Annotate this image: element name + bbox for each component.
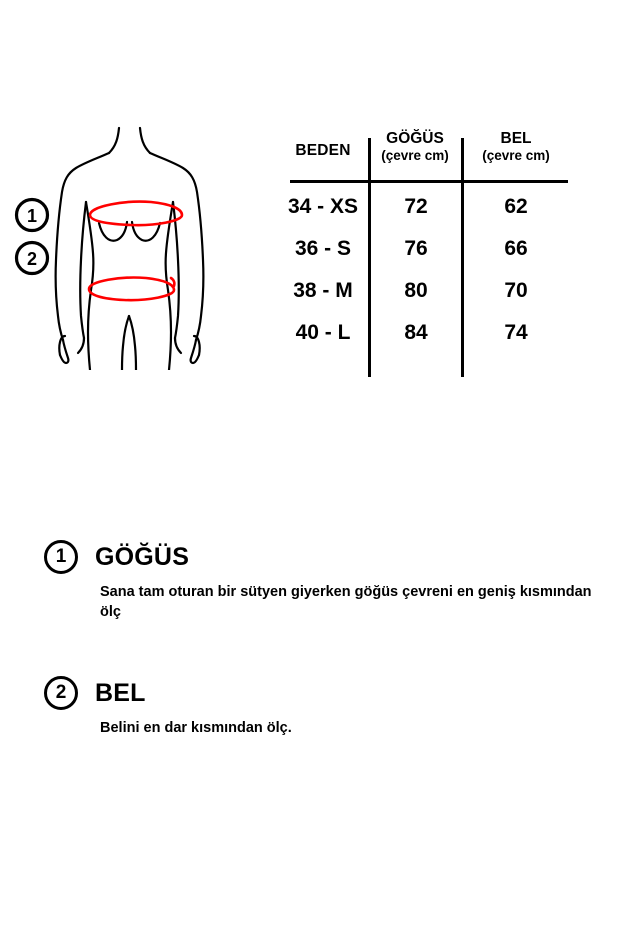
cell-waist: 74	[504, 321, 528, 344]
column-header-chest-label: GÖĞÜS	[386, 130, 444, 147]
column-header-waist-unit: (çevre cm)	[482, 148, 550, 164]
cell-waist: 66	[504, 237, 528, 260]
legend-description-waist: Belini en dar kısmından ölç.	[100, 720, 292, 736]
marker-1-number: 1	[26, 206, 38, 226]
size-table	[280, 128, 580, 344]
table-row	[280, 312, 580, 354]
column-header-waist-label: BEL	[500, 130, 532, 147]
body-outline-paths	[56, 128, 204, 370]
table-body	[280, 186, 580, 354]
cell-waist: 62	[504, 195, 528, 218]
cell-chest: 80	[404, 279, 428, 302]
table-header-row	[280, 128, 580, 180]
column-header-waist	[464, 130, 568, 164]
table-header-rule	[290, 180, 568, 183]
cell-size: 36 - S	[294, 237, 352, 260]
legend-description-chest: Sana tam oturan bir sütyen giyerken göğüs çevreni en geniş kısmından ölç	[100, 584, 592, 620]
legend-badge-1: 1	[44, 540, 78, 574]
cell-size: 34 - XS	[287, 195, 359, 218]
body-figure-illustration	[6, 120, 268, 370]
waist-band-path	[89, 278, 174, 301]
legend-title-chest: GÖĞÜS	[95, 543, 190, 571]
column-header-size: BEDEN	[295, 142, 351, 159]
marker-2-number: 2	[26, 249, 38, 269]
chest-band-path	[90, 202, 182, 226]
cell-chest: 72	[404, 195, 428, 218]
legend-item-waist	[0, 676, 621, 738]
cell-size: 38 - M	[293, 279, 353, 302]
cell-size: 40 - L	[295, 321, 351, 344]
column-header-chest	[368, 130, 462, 164]
table-row	[280, 228, 580, 270]
figure-marker-2	[17, 243, 48, 274]
cell-waist: 70	[504, 279, 528, 302]
legend-title-waist: BEL	[95, 679, 146, 707]
body-outline-svg	[6, 120, 268, 370]
table-row	[280, 186, 580, 228]
cell-chest: 76	[404, 237, 428, 260]
cell-chest: 84	[404, 321, 428, 344]
legend-item-chest	[0, 540, 621, 622]
measurement-legend	[0, 540, 621, 756]
table-row	[280, 270, 580, 312]
legend-badge-2: 2	[44, 676, 78, 710]
figure-marker-1	[17, 200, 48, 231]
column-header-chest-unit: (çevre cm)	[381, 148, 449, 164]
